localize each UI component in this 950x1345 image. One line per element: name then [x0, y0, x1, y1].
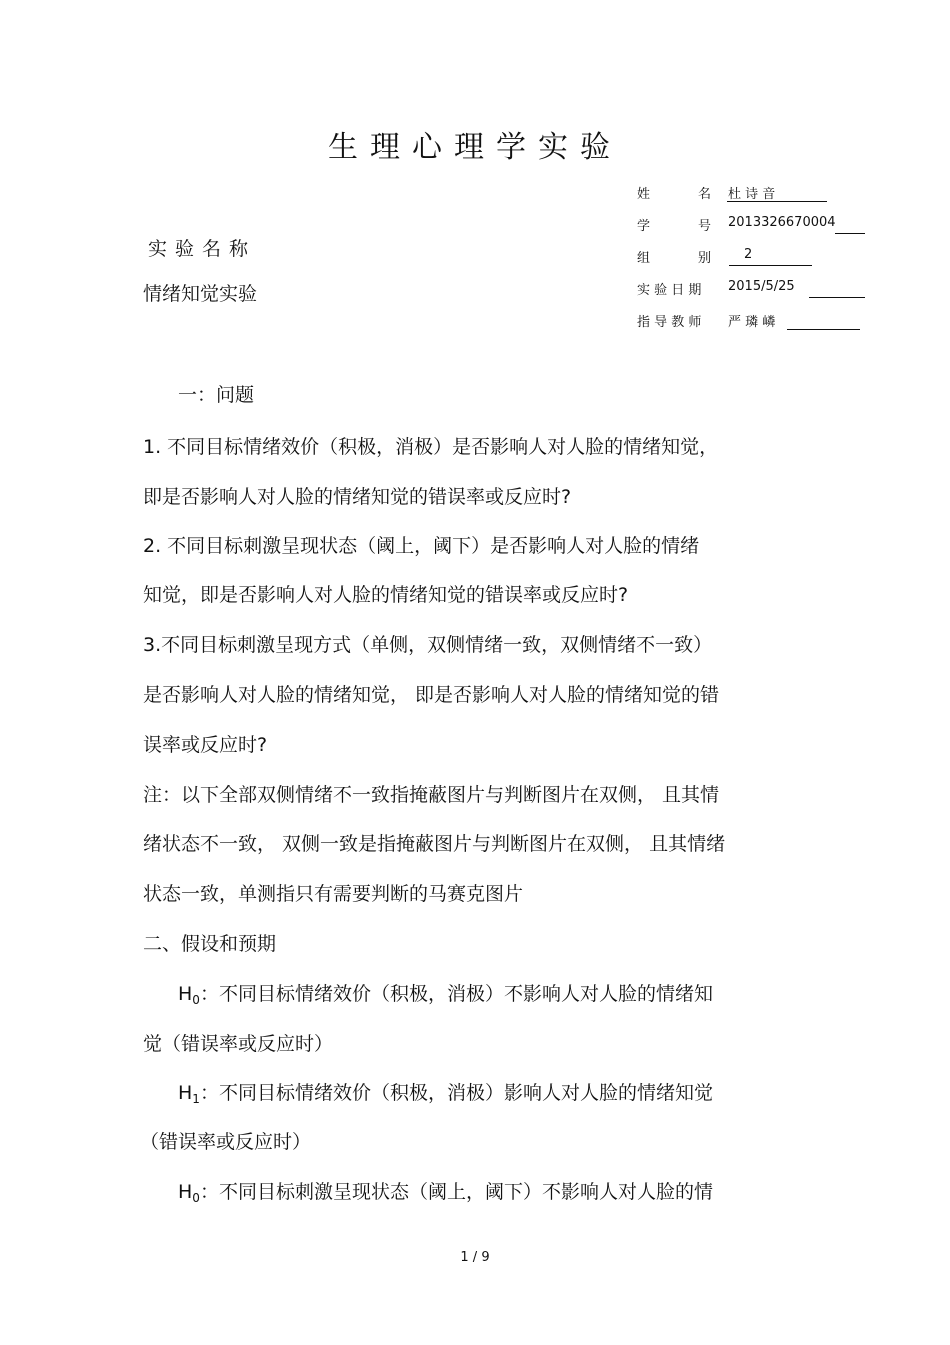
section-1-heading: 一：问题	[178, 384, 255, 406]
id-label: 学 号	[637, 219, 711, 234]
hypothesis-h0-presentation: $H_0$：不同目标刺激呈现状态（阈上，阈下）不影响人对人脸的情	[178, 1181, 713, 1205]
section-2-heading: 二、假设和预期	[143, 933, 277, 955]
note-line-2: 绪状态不一致， 双侧一致是指掩蔽图片与判断图片在双侧， 且其情绪	[143, 833, 726, 855]
teacher-value: 严 璘 嶙	[728, 315, 776, 330]
page-number: 1 / 9	[460, 1250, 490, 1265]
question-1-line-1: 1. 不同目标情绪效价（积极，消极）是否影响人对人脸的情绪知觉，	[143, 436, 719, 458]
name-value: 杜 诗 音	[728, 187, 776, 202]
student-id-value: 2013326670004	[728, 215, 836, 230]
group-underline	[729, 264, 812, 266]
question-1-line-2: 即是否影响人对人脸的情绪知觉的错误率或反应时?	[143, 486, 572, 508]
id-underline	[835, 232, 865, 234]
hypothesis-h0-valence: $H_0$：不同目标情绪效价（积极，消极）不影响人对人脸的情绪知	[178, 983, 713, 1007]
note-line-3: 状态一致，单测指只有需要判断的马赛克图片	[143, 883, 524, 905]
group-label: 组 别	[637, 251, 711, 266]
question-2-line-2: 知觉，即是否影响人对人脸的情绪知觉的错误率或反应时?	[143, 584, 629, 606]
experiment-name-label: 实验名称	[148, 238, 257, 260]
date-value: 2015/5/25	[728, 279, 795, 294]
question-2-line-1: 2. 不同目标刺激呈现状态（阈上，阈下）是否影响人对人脸的情绪	[143, 535, 700, 557]
teacher-underline	[787, 328, 860, 330]
question-3-line-2: 是否影响人对人脸的情绪知觉， 即是否影响人对人脸的情绪知觉的错	[143, 684, 720, 706]
group-value: 2	[744, 247, 753, 262]
hypothesis-h1-valence-line-2: （错误率或反应时）	[140, 1131, 312, 1153]
experiment-name: 情绪知觉实验	[143, 283, 258, 305]
note-line-1: 注：以下全部双侧情绪不一致指掩蔽图片与判断图片在双侧， 且其情	[143, 784, 720, 806]
name-underline	[727, 200, 827, 202]
date-underline	[809, 296, 865, 298]
date-label: 实 验 日 期	[637, 283, 702, 298]
hypothesis-h1-valence: $H_1$：不同目标情绪效价（积极，消极）影响人对人脸的情绪知觉	[178, 1082, 713, 1106]
teacher-label: 指 导 教 师	[637, 315, 702, 330]
hypothesis-h0-valence-line-2: 觉（错误率或反应时）	[143, 1033, 334, 1055]
question-3-line-1: 3.不同目标刺激呈现方式（单侧，双侧情绪一致，双侧情绪不一致）	[143, 634, 713, 656]
document-title: 生理心理学实验	[328, 130, 622, 165]
question-3-line-3: 误率或反应时?	[143, 734, 268, 756]
name-label: 姓 名	[637, 187, 711, 202]
